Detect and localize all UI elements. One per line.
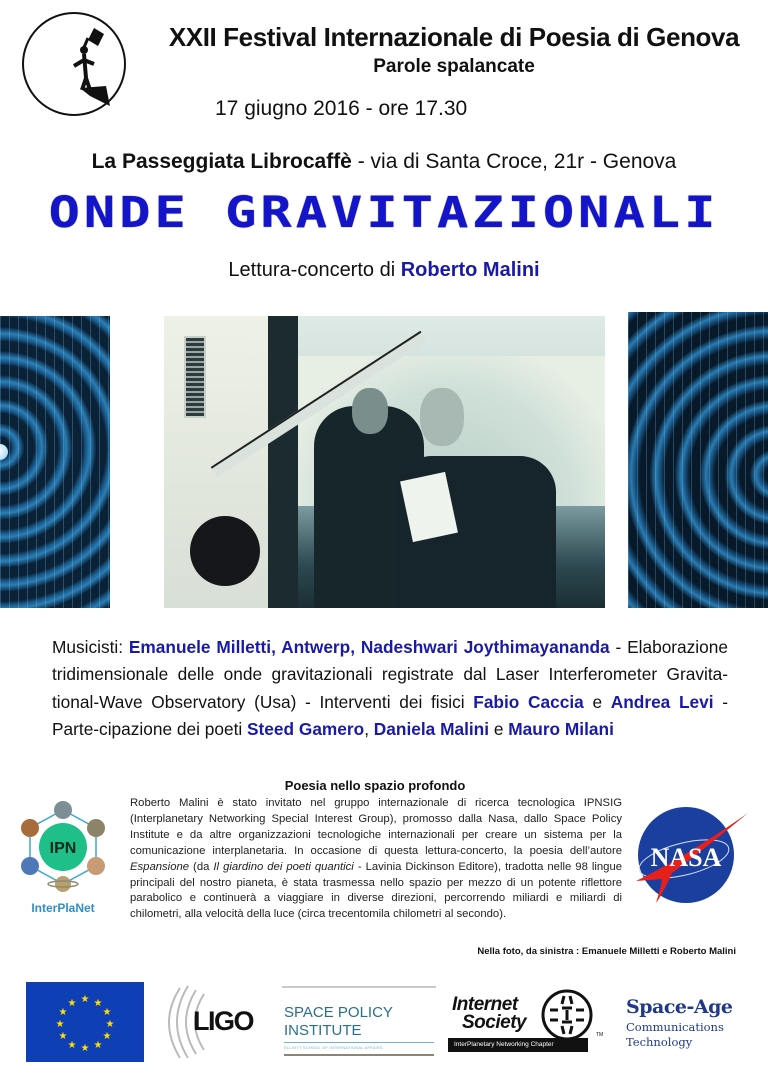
body-text: (da bbox=[189, 860, 214, 873]
musicians-paragraph bbox=[52, 634, 728, 743]
svg-text:★: ★ bbox=[93, 1040, 103, 1051]
performer-name: Roberto Malini bbox=[400, 259, 540, 281]
gravitational-waves-image-right bbox=[628, 312, 768, 608]
eu-flag-logo bbox=[26, 982, 144, 1062]
photo-caption: Nella foto, da sinistra : Emanuele Milletti e Roberto Malini bbox=[477, 946, 736, 957]
festival-subtitle: Parole spalancate bbox=[373, 56, 535, 77]
svg-text:★: ★ bbox=[67, 1040, 77, 1051]
festival-logo bbox=[22, 12, 126, 116]
conjunction: e bbox=[489, 718, 509, 739]
body-text: Roberto Malini è stato invitato nel gruppo internazionale di ricerca tecnologica IPNSIG (Interplanetary Networking Special Interest Group), promosso dalla Nasa, dallo Space Policy Institute e da altre organizzazioni tecnologiche internazionali per creare un sistema per la comunicazione interplanetaria. In occasione di questa lettura-concerto, la poesia dell’autore bbox=[130, 797, 622, 857]
event-title: ONDE GRAVITAZIONALI bbox=[48, 188, 720, 238]
space-section-title: Poesia nello spazio profondo bbox=[284, 778, 466, 793]
gravitational-waves-image-left bbox=[0, 316, 110, 608]
svg-text:★: ★ bbox=[102, 1031, 112, 1042]
svg-text:★: ★ bbox=[58, 1031, 68, 1042]
isoc-line2: Society bbox=[462, 1012, 527, 1033]
isoc-band: InterPlanetary Networking Chapter bbox=[448, 1038, 588, 1052]
physicist-name: Andrea Levi bbox=[610, 691, 714, 712]
venue-address: - via di Santa Croce, 21r - Genova bbox=[351, 150, 677, 173]
svg-text:NASA: NASA bbox=[650, 843, 722, 872]
sact-line1: Space-Age bbox=[626, 996, 733, 1018]
separator: , bbox=[364, 718, 374, 739]
physicist-name: Fabio Caccia bbox=[473, 691, 584, 712]
ligo-logo bbox=[166, 984, 272, 1060]
musicians-label: Musicisti: bbox=[52, 637, 129, 657]
trademark: TM bbox=[596, 1032, 604, 1038]
svg-text:★: ★ bbox=[105, 1019, 115, 1030]
musician-names: Emanuele Milletti, Antwerp, Nadeshwari Joythimayananda bbox=[128, 637, 610, 657]
space-policy-institute-logo bbox=[282, 984, 436, 1060]
spi-line1: SPACE POLICY bbox=[284, 1004, 393, 1021]
sact-line3: Technology bbox=[626, 1035, 693, 1049]
performers-photo bbox=[164, 316, 605, 608]
ligo-text: LIGO bbox=[193, 1006, 253, 1036]
nasa-logo bbox=[632, 803, 750, 907]
svg-text:★: ★ bbox=[102, 1007, 112, 1018]
svg-text:★: ★ bbox=[80, 994, 90, 1005]
svg-text:★: ★ bbox=[80, 1043, 90, 1054]
body-text: - Lavinia Dickinson Editore), tradotta nelle 98 lingue principali del nostro pianeta, è stata trasmessa nello spazio per mezzo di un potente riflettore parabolico e continuerà a viaggiare in diverse direzioni, percorrendo miliardi e miliardi di chilometri, alla velocità della luce (circa trecentomila chilometri al secondo). bbox=[130, 860, 623, 921]
isoc-line1: Internet bbox=[452, 994, 518, 1015]
book-title: Il giardino dei poeti quantici bbox=[213, 860, 354, 873]
work-title: Espansione bbox=[130, 860, 190, 873]
space-age-communications-logo bbox=[624, 996, 768, 1056]
sact-line2: Communications bbox=[626, 1020, 724, 1034]
poet-figure-icon bbox=[24, 14, 124, 114]
spi-line2: INSTITUTE bbox=[284, 1022, 362, 1039]
ipn-interplanet-logo bbox=[14, 800, 112, 920]
venue-line bbox=[0, 150, 768, 174]
svg-text:★: ★ bbox=[67, 998, 77, 1009]
poet-name: Daniela Malini bbox=[373, 718, 490, 739]
event-subtitle bbox=[0, 259, 768, 282]
planet-icon bbox=[0, 444, 8, 460]
poet-name: Mauro Milani bbox=[508, 718, 614, 739]
venue-name: La Passeggiata Librocaffè bbox=[91, 150, 352, 173]
festival-title: XXII Festival Internazionale di Poesia di Genova bbox=[168, 22, 740, 52]
svg-text:★: ★ bbox=[55, 1019, 65, 1030]
conjunction: e bbox=[583, 691, 611, 712]
svg-text:★: ★ bbox=[58, 1007, 68, 1018]
musicians-text: - Elaborazione tridimensionale delle onde gravitazionali registrate dal Laser Interferometer Gravita-tional-Wave Observatory (Usa) - Interventi dei fisici bbox=[52, 637, 728, 712]
event-date: 17 giugno 2016 - ore 17.30 bbox=[215, 97, 468, 120]
isoc-globe-icon bbox=[540, 988, 594, 1042]
internet-society-logo bbox=[448, 988, 612, 1058]
svg-text:★: ★ bbox=[93, 998, 103, 1009]
space-section-body bbox=[130, 796, 622, 923]
svg-text:InterPlaNet: InterPlaNet bbox=[31, 901, 95, 915]
poet-name: Steed Gamero bbox=[247, 718, 365, 739]
musicians-text: - Parte-cipazione dei poeti bbox=[52, 691, 729, 739]
subtitle-prefix: Lettura-concerto di bbox=[228, 259, 401, 281]
svg-text:IPN: IPN bbox=[49, 840, 77, 857]
spi-line3: ELLIOTT SCHOOL OF INTERNATIONAL AFFAIRS bbox=[284, 1045, 383, 1050]
